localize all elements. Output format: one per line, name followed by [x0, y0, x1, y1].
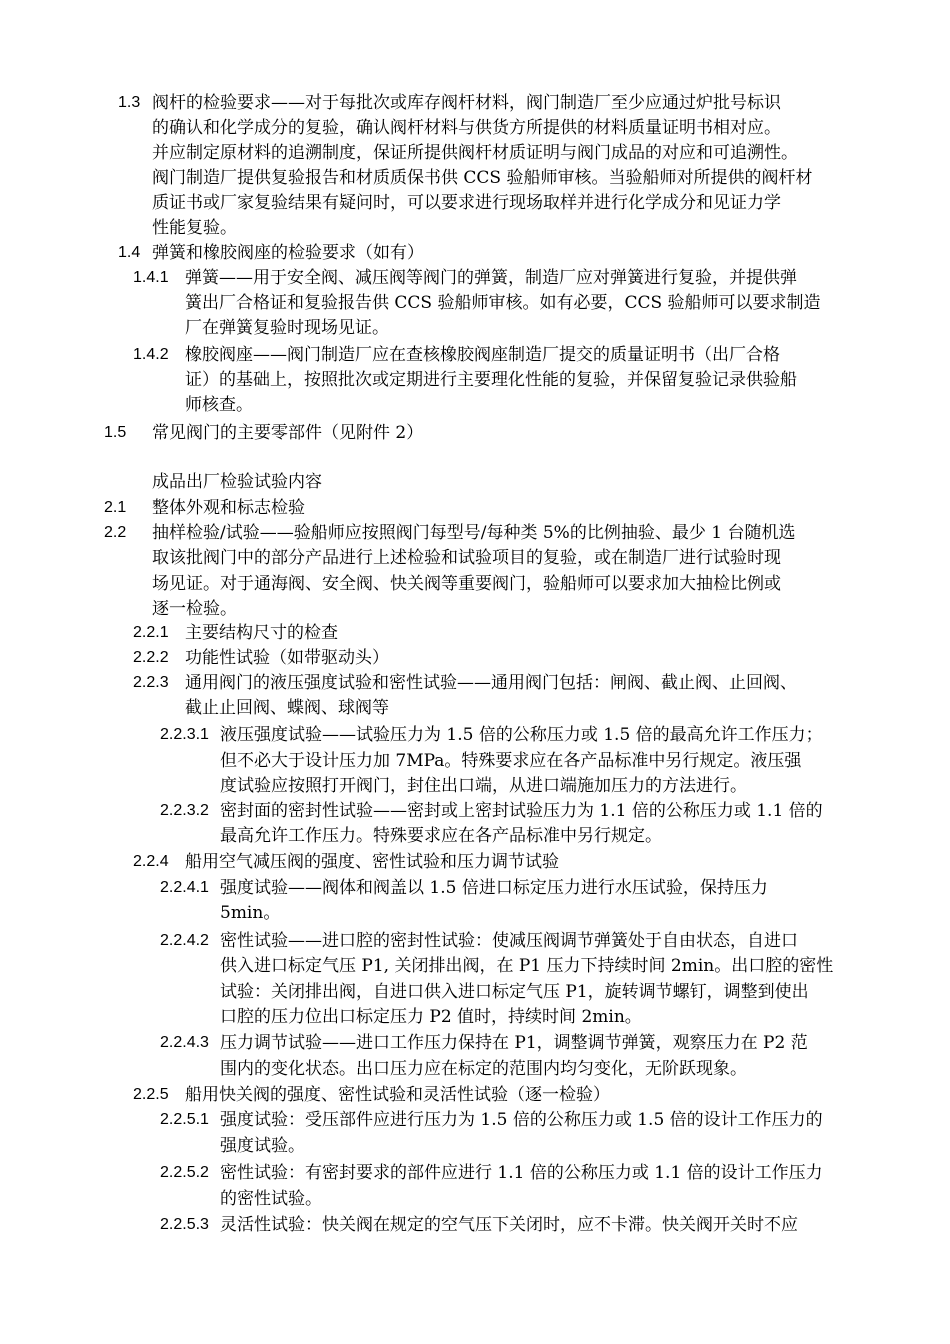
clause-text — [185, 621, 338, 646]
clause-text — [220, 1108, 823, 1159]
text-line: 场见证。对于通海阀、安全阀、快关阀等重要阀门，验船师可以要求加大抽检比例或 — [152, 573, 781, 594]
text-line: 灵活性试验：快关阀在规定的空气压下关闭时，应不卡滞。快关阀开关时不应 — [220, 1215, 798, 1235]
clause-number: 2.2.3.1 — [160, 726, 209, 743]
text-line: 师核查。 — [185, 395, 253, 415]
clause-text — [220, 1031, 808, 1082]
clause-text — [185, 266, 821, 341]
text-line: 取该批阀门中的部分产品进行上述检验和试验项目的复验，或在制造厂进行试验时现 — [152, 548, 781, 569]
clause-text — [152, 496, 305, 521]
text-line: 阀杆的检验要求——对于每批次或库存阀杆材料，阀门制造厂至少应通过炉批号标识 — [152, 93, 781, 113]
text-line: 液压强度试验——试验压力为 1.5 倍的公称压力或 1.5 倍的最高允许工作压力； — [220, 725, 823, 745]
text-line: 的确认和化学成分的复验，确认阀杆材料与供货方所提供的材料质量证明书相对应。 — [152, 118, 781, 138]
clause-number: 2.2.5.3 — [160, 1216, 209, 1233]
text-line: 口腔的压力位出口标定压力 P2 值时，持续时间 2min。 — [220, 1006, 642, 1027]
text-line: 通用阀门的液压强度试验和密性试验——通用阀门包括：闸阀、截止阀、止回阀、 — [185, 673, 797, 693]
clause-text — [152, 470, 322, 495]
text-line: 压力调节试验——进口工作压力保持在 P1，调整调节弹簧，观察压力在 P2 范 — [220, 1033, 808, 1053]
text-line: 质证书或厂家复验结果有疑问时，可以要求进行现场取样并进行化学成分和见证力学 — [152, 193, 781, 213]
text-line: 密性试验——进口腔的密封性试验：使减压阀调节弹簧处于自由状态，自进口 — [220, 931, 798, 951]
clause-number: 2.2.5.2 — [160, 1164, 209, 1181]
text-line: 的密性试验。 — [220, 1188, 322, 1209]
clause-text — [220, 929, 833, 1030]
clause-number: 2.2 — [104, 524, 127, 541]
text-line: 船用快关阀的强度、密性试验和灵活性试验（逐一检验） — [185, 1085, 610, 1105]
clause-number: 2.2.4.3 — [160, 1034, 209, 1051]
clause-text — [185, 850, 559, 875]
clause-text — [152, 421, 423, 446]
clause-number: 2.2.2 — [133, 649, 169, 666]
text-line: 试验：关闭排出阀，自进口供入进口标定气压 P1，旋转调节螺钉，调整到使出 — [220, 981, 809, 1002]
clause-text — [220, 723, 823, 800]
clause-text — [220, 876, 768, 926]
text-line: 最高允许工作压力。特殊要求应在各产品标准中另行规定。 — [220, 826, 662, 846]
text-line: 常见阀门的主要零部件（见附件 2） — [152, 423, 424, 443]
clause-number: 2.2.5.1 — [160, 1111, 209, 1128]
text-line: 橡胶阀座——阀门制造厂应在查核橡胶阀座制造厂提交的质量证明书（出厂合格 — [185, 345, 780, 365]
text-line: 逐一检验。 — [152, 598, 237, 619]
text-line: 船用空气减压阀的强度、密性试验和压力调节试验 — [185, 852, 559, 872]
clause-text — [220, 1161, 823, 1212]
text-line: 厂在弹簧复验时现场见证。 — [185, 318, 389, 338]
clause-number: 2.2.4.1 — [160, 879, 209, 896]
clause-text — [152, 241, 424, 266]
text-line: 弹簧——用于安全阀、减压阀等阀门的弹簧，制造厂应对弹簧进行复验，并提供弹 — [185, 268, 797, 288]
clause-number: 2.2.3.2 — [160, 802, 209, 819]
text-line: 强度试验。 — [220, 1135, 305, 1156]
clause-text — [220, 799, 823, 849]
text-line: 抽样检验/试验——验船师应按照阀门每型号/每种类 5%的比例抽验、最少 1 台随机选 — [152, 523, 796, 543]
text-line: 阀门制造厂提供复验报告和材质质保书供 CCS 验船师审核。当验船师对所提供的阀杆材 — [152, 168, 813, 188]
text-line: 性能复验。 — [152, 218, 237, 238]
clause-number: 1.4.2 — [133, 346, 169, 363]
text-line: 成品出厂检验试验内容 — [152, 472, 322, 492]
text-line: 但不必大于设计压力加 7MPa。特殊要求应在各产品标准中另行规定。液压强 — [220, 750, 802, 771]
text-line: 弹簧和橡胶阀座的检验要求（如有） — [152, 243, 424, 263]
text-line: 并应制定原材料的追溯制度，保证所提供阀杆材质证明与阀门成品的对应和可追溯性。 — [152, 143, 798, 163]
clause-number: 2.2.3 — [133, 674, 169, 691]
text-line: 截止止回阀、蝶阀、球阀等 — [185, 698, 389, 718]
clause-number: 2.1 — [104, 499, 127, 516]
clause-text — [152, 521, 795, 622]
text-line: 整体外观和标志检验 — [152, 498, 305, 518]
clause-number: 1.5 — [104, 424, 127, 441]
text-line: 簧出厂合格证和复验报告供 CCS 验船师审核。如有必要，CCS 验船师可以要求制造 — [185, 293, 821, 313]
clause-number: 2.2.4.2 — [160, 932, 209, 949]
clause-number: 1.3 — [118, 94, 141, 111]
clause-text — [185, 343, 797, 418]
clause-number: 1.4 — [118, 244, 141, 261]
text-line: 密性试验：有密封要求的部件应进行 1.1 倍的公称压力或 1.1 倍的设计工作压力 — [220, 1163, 823, 1183]
clause-text — [152, 91, 812, 241]
text-line: 主要结构尺寸的检查 — [185, 623, 338, 643]
clause-text — [185, 671, 797, 721]
text-line: 围内的变化状态。出口压力应在标定的范围内均匀变化，无阶跃现象。 — [220, 1058, 747, 1079]
clause-number: 1.4.1 — [133, 269, 169, 286]
clause-number: 2.2.5 — [133, 1086, 169, 1103]
text-line: 5min。 — [220, 903, 281, 923]
text-line: 供入进口标定气压 P1, 关闭排出阀，在 P1 压力下持续时间 2min。出口腔的密性 — [220, 956, 834, 977]
text-line: 强度试验：受压部件应进行压力为 1.5 倍的公称压力或 1.5 倍的设计工作压力的 — [220, 1110, 823, 1130]
clause-text — [185, 1083, 610, 1108]
clause-text — [220, 1213, 798, 1238]
text-line: 密封面的密封性试验——密封或上密封试验压力为 1.1 倍的公称压力或 1.1 倍的 — [220, 801, 823, 821]
text-line: 功能性试验（如带驱动头） — [185, 648, 389, 668]
text-line: 证）的基础上，按照批次或定期进行主要理化性能的复验，并保留复验记录供验船 — [185, 370, 797, 390]
text-line: 度试验应按照打开阀门，封住出口端，从进口端施加压力的方法进行。 — [220, 776, 747, 796]
clause-number: 2.2.4 — [133, 853, 169, 870]
clause-text — [185, 646, 389, 671]
clause-number: 2.2.1 — [133, 624, 169, 641]
text-line: 强度试验——阀体和阀盖以 1.5 倍进口标定压力进行水压试验，保持压力 — [220, 878, 768, 898]
